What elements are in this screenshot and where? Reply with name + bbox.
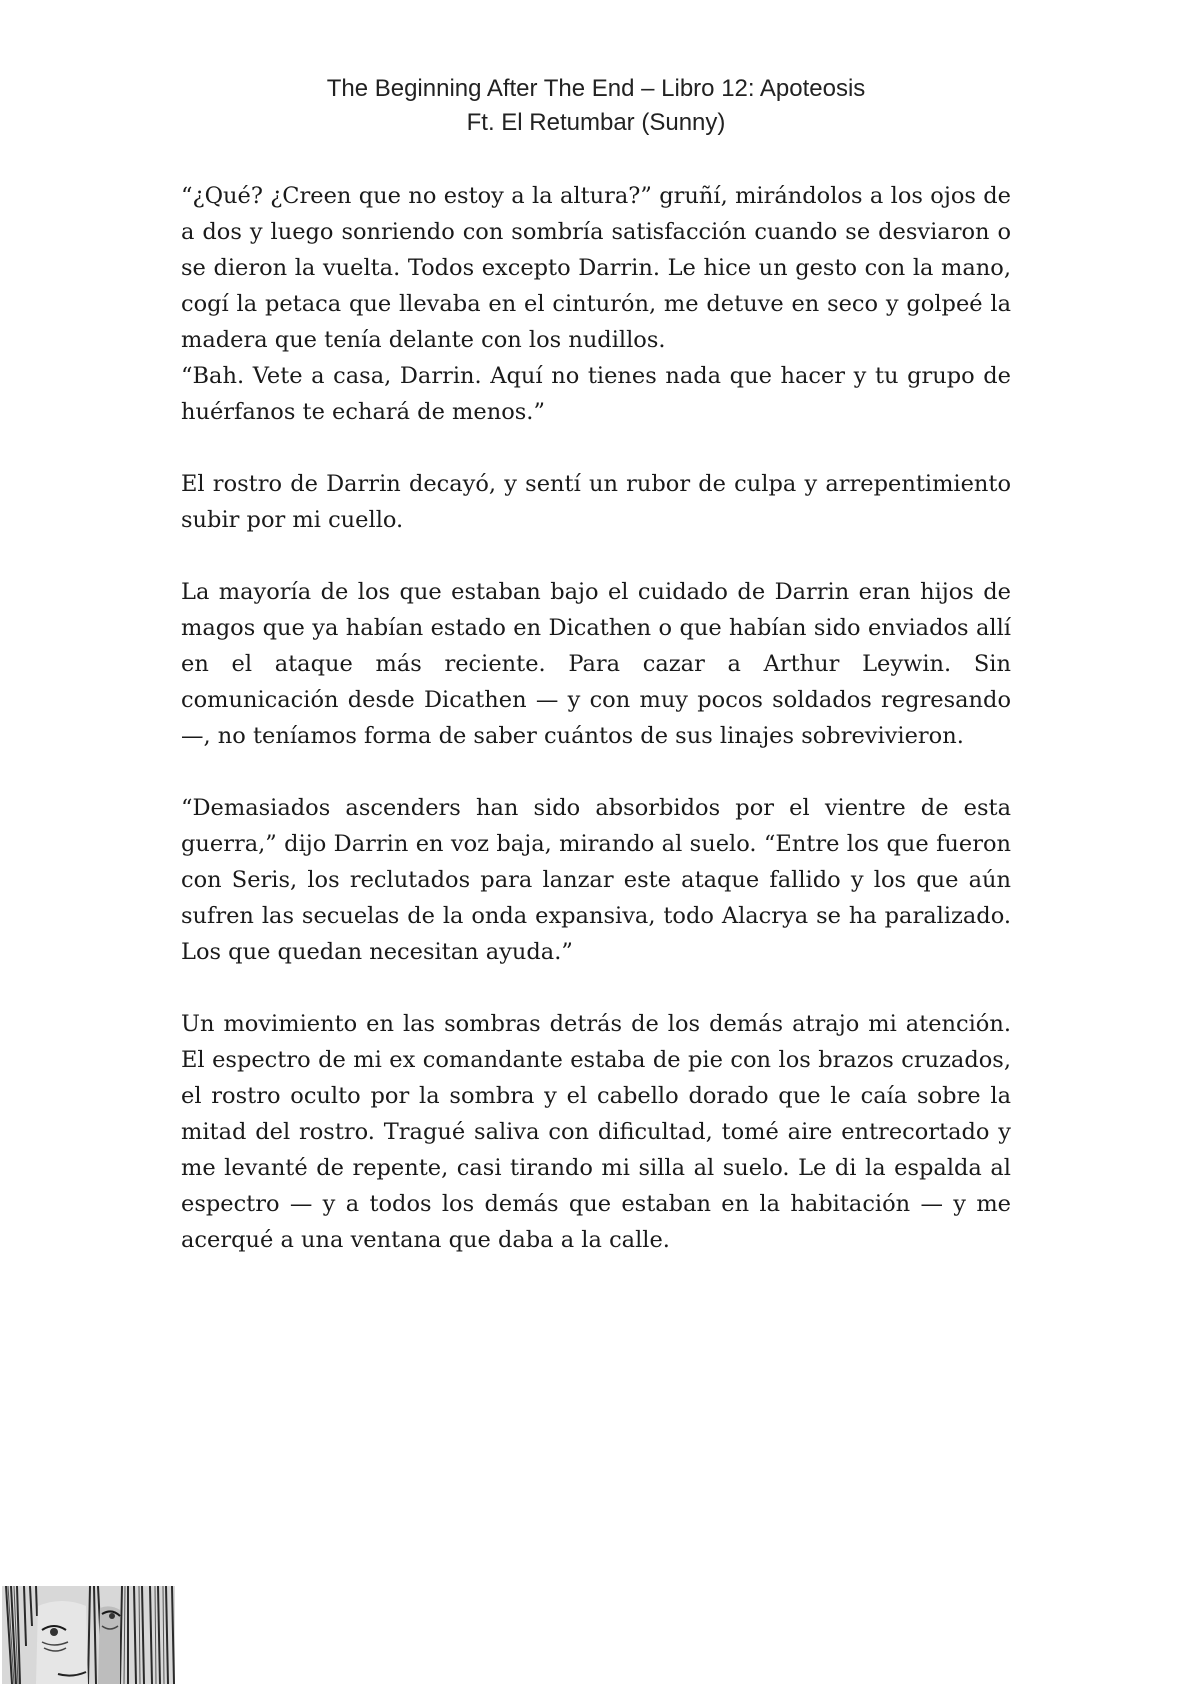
header-subtitle: Ft. El Retumbar (Sunny) — [466, 109, 726, 136]
paragraph-6: Un movimiento en las sombras detrás de los demás atrajo mi atención. El espectro de mi ex comandante estaba de pie con los brazos cruzados, el rostro oculto por la sombra y el cabello dorado que le caía sobre la mitad del rostro. Tragué saliva con dificultad, tomé aire entrecortado y me levanté de repente, casi tirando mi silla al suelo. Le di la espalda al espectro — y a todos los demás que estaban en la habitación — y me acerqué a una ventana que daba a la calle. — [181, 1011, 1011, 1253]
paragraph-2: “Bah. Vete a casa, Darrin. Aquí no tienes nada que hacer y tu grupo de huérfanos te echará de menos.” — [181, 363, 1011, 425]
paragraph-4: La mayoría de los que estaban bajo el cuidado de Darrin eran hijos de magos que ya habían estado en Dicathen o que habían sido enviados allí en el ataque más reciente. Para cazar a Arthur Leywin. Sin comunicación desde Dicathen — y con muy pocos soldados regresando —, no teníamos forma de saber cuántos de sus linajes sobrevivieron. — [181, 579, 1011, 749]
header-title: The Beginning After The End – Libro 12: Apoteosis — [326, 75, 866, 102]
page-header — [0, 72, 1192, 140]
paragraph-1: “¿Qué? ¿Creen que no estoy a la altura?” gruñí, mirándolos a los ojos de a dos y luego sonriendo con sombría satisfacción cuando se desviaron o se dieron la vuelta. Todos excepto Darrin. Le hice un gesto con la mano, cogí la petaca que llevaba en el cinturón, me detuve en seco y golpeé la madera que tenía delante con los nudillos. — [181, 183, 1011, 353]
manga-portrait-icon — [2, 1586, 175, 1684]
body-text — [181, 178, 1011, 1258]
paragraph-5: “Demasiados ascenders han sido absorbidos por el vientre de esta guerra,” dijo Darrin en voz baja, mirando al suelo. “Entre los que fueron con Seris, los reclutados para lanzar este ataque fallido y los que aún sufren las secuelas de la onda expansiva, todo Alacrya se ha paralizado. Los que quedan necesitan ayuda.” — [181, 795, 1011, 965]
paragraph-3: El rostro de Darrin decayó, y sentí un rubor de culpa y arrepentimiento subir por mi cuello. — [181, 471, 1011, 533]
